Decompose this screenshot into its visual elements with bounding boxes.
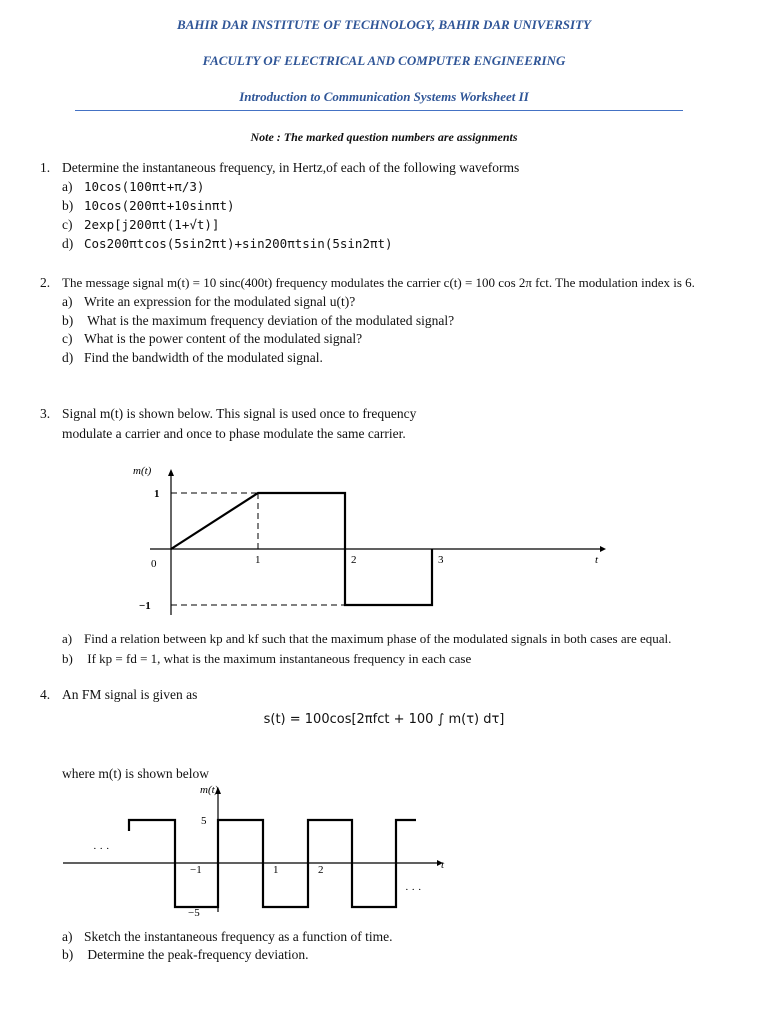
q1-item-c: c) 2exp[j200πt(1+√t)] xyxy=(62,217,220,232)
q2-item-c: c) What is the power content of the modulated signal? xyxy=(62,331,363,346)
q3-text-line2: modulate a carrier and once to phase modulate the same carrier. xyxy=(62,426,406,441)
q1-item-a: a) 10cos(100πt+π/3) xyxy=(62,179,205,194)
q1-item-b: b) 10cos(200πt+10sinπt) xyxy=(62,198,235,213)
q2-item-a: a) Write an expression for the modulated signal u(t)? xyxy=(62,294,356,309)
q4-item-b: b) Determine the peak-frequency deviation. xyxy=(62,947,309,962)
q3-text-line1: Signal m(t) is shown below. This signal is used once to frequency xyxy=(62,406,417,421)
q2-number: 2. xyxy=(40,275,51,290)
fig1-origin-label: 0 xyxy=(151,558,157,570)
q4-where: where m(t) is shown below xyxy=(62,766,209,781)
assignment-note: Note : The marked question numbers are assignments xyxy=(250,130,518,144)
fig2-dots-left: · · · xyxy=(93,843,110,855)
q2-text: The message signal m(t) = 10 sinc(400t) frequency modulates the carrier c(t) = 100 cos 2π fct. The modulation index is 6. xyxy=(62,275,695,290)
fig1-xlabel: t xyxy=(595,554,599,566)
fig2-y-pos-label: 5 xyxy=(201,815,207,827)
fig1-tick-2: 2 xyxy=(351,554,357,566)
fig2-tick-neg1: −1 xyxy=(190,864,202,876)
q3-item-b: b) If kp = fd = 1, what is the maximum instantaneous frequency in each case xyxy=(62,651,472,666)
fig2-y-neg-label: −5 xyxy=(188,907,200,919)
fig2-tick-2: 2 xyxy=(318,864,324,876)
q4-number: 4. xyxy=(40,687,51,702)
fig2-xlabel: t xyxy=(441,859,445,871)
faculty-title: FACULTY OF ELECTRICAL AND COMPUTER ENGINEERING xyxy=(202,53,566,68)
fig1-tick-1: 1 xyxy=(255,554,261,566)
fig1-y-arrow xyxy=(168,469,174,476)
q3-number: 3. xyxy=(40,406,51,421)
q2-item-d: d) Find the bandwidth of the modulated signal. xyxy=(62,350,323,365)
q4-text: An FM signal is given as xyxy=(62,687,198,702)
fig2-tick-1: 1 xyxy=(273,864,279,876)
fig2-ylabel: m(t) xyxy=(200,784,219,796)
fig1-y-neg-label: −1 xyxy=(139,600,151,612)
q4-formula: s(t) = 100cos[2πfct + 100 ∫ m(τ) dτ] xyxy=(263,712,505,727)
fig1-x-arrow xyxy=(600,546,606,552)
q1-number: 1. xyxy=(40,160,51,175)
q4-item-a: a) Sketch the instantaneous frequency as a function of time. xyxy=(62,929,393,944)
q2-item-b: b) What is the maximum frequency deviation of the modulated signal? xyxy=(62,313,455,328)
fig1-ylabel: m(t) xyxy=(133,465,152,477)
fig2-dots-right: · · · xyxy=(405,884,422,896)
q3-item-a: a) Find a relation between kp and kf such that the maximum phase of the modulated signals in both cases are equal. xyxy=(62,631,672,646)
fig1-tick-3: 3 xyxy=(438,554,444,566)
q1-item-d: d) Cos200πtcos(5sin2πt)+sin200πtsin(5sin2πt) xyxy=(62,236,393,251)
institute-title: BAHIR DAR INSTITUTE OF TECHNOLOGY, BAHIR DAR UNIVERSITY xyxy=(177,17,591,32)
q1-text: Determine the instantaneous frequency, in Hertz,of each of the following waveforms xyxy=(62,160,520,175)
course-title: Introduction to Communication Systems Worksheet II xyxy=(239,89,529,104)
fig1-y-pos-label: 1 xyxy=(154,488,160,500)
